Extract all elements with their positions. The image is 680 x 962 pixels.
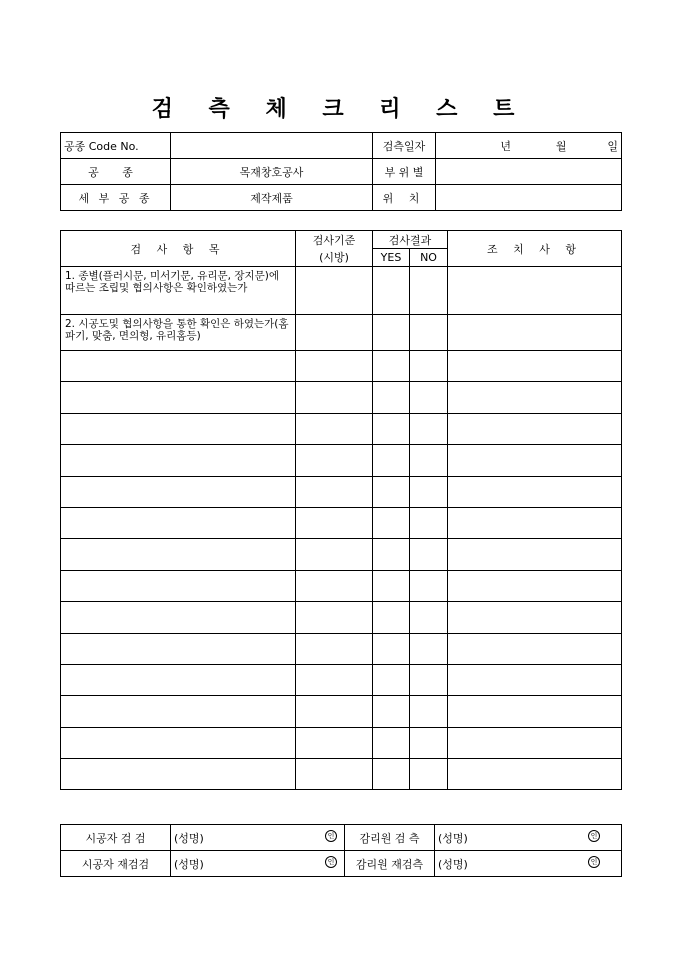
table-row bbox=[61, 696, 622, 727]
yes-cell[interactable] bbox=[373, 267, 410, 315]
table-row bbox=[61, 267, 622, 315]
yes-cell[interactable] bbox=[373, 507, 410, 538]
yes-cell[interactable] bbox=[373, 602, 410, 633]
standard-cell[interactable] bbox=[296, 507, 373, 538]
standard-cell[interactable] bbox=[296, 570, 373, 601]
action-cell[interactable] bbox=[448, 476, 622, 507]
supervisor-check-signature[interactable] bbox=[435, 825, 622, 851]
item-cell[interactable] bbox=[61, 759, 296, 790]
item-cell[interactable] bbox=[61, 351, 296, 382]
date-field[interactable] bbox=[436, 133, 622, 159]
table-row bbox=[61, 445, 622, 476]
standard-cell[interactable] bbox=[296, 445, 373, 476]
yes-cell[interactable] bbox=[373, 570, 410, 601]
no-cell[interactable] bbox=[410, 445, 448, 476]
yes-cell[interactable] bbox=[373, 633, 410, 664]
year-label: 년 bbox=[500, 139, 511, 153]
standard-cell[interactable] bbox=[296, 382, 373, 413]
contractor-recheck-signature[interactable] bbox=[171, 851, 345, 877]
standard-cell[interactable] bbox=[296, 267, 373, 315]
item-cell[interactable] bbox=[61, 476, 296, 507]
item-cell[interactable] bbox=[61, 507, 296, 538]
no-cell[interactable] bbox=[410, 507, 448, 538]
no-cell[interactable] bbox=[410, 602, 448, 633]
supervisor-check-label: 감리원 검 측 bbox=[345, 825, 435, 851]
table-row bbox=[61, 633, 622, 664]
item-cell[interactable] bbox=[61, 727, 296, 758]
action-cell[interactable] bbox=[448, 570, 622, 601]
yes-cell[interactable] bbox=[373, 759, 410, 790]
action-cell[interactable] bbox=[448, 664, 622, 695]
no-cell[interactable] bbox=[410, 476, 448, 507]
yes-cell[interactable] bbox=[373, 476, 410, 507]
action-header: 조 치 사 항 bbox=[448, 231, 622, 267]
item-cell[interactable] bbox=[61, 382, 296, 413]
page-title: 검 측 체 크 리 스 트 bbox=[151, 96, 529, 122]
no-cell[interactable] bbox=[410, 267, 448, 315]
standard-cell[interactable] bbox=[296, 602, 373, 633]
seal-icon: 인 bbox=[588, 830, 600, 842]
yes-header: YES bbox=[373, 249, 410, 267]
yes-cell[interactable] bbox=[373, 664, 410, 695]
action-cell[interactable] bbox=[448, 445, 622, 476]
no-cell[interactable] bbox=[410, 570, 448, 601]
table-row bbox=[61, 602, 622, 633]
no-cell[interactable] bbox=[410, 633, 448, 664]
no-cell[interactable] bbox=[410, 413, 448, 444]
day-label: 일 bbox=[607, 139, 618, 153]
standard-cell[interactable] bbox=[296, 759, 373, 790]
table-row bbox=[61, 727, 622, 758]
standard-cell[interactable] bbox=[296, 413, 373, 444]
table-row bbox=[61, 476, 622, 507]
action-cell[interactable] bbox=[448, 602, 622, 633]
table-row bbox=[61, 570, 622, 601]
check-item-2: 2. 시공도및 협의사항을 통한 확인은 하였는가(홈파기, 맞춤, 면의형, 유리홈등) bbox=[61, 315, 296, 351]
signature-label: (성명) bbox=[438, 857, 468, 871]
yes-cell[interactable] bbox=[373, 351, 410, 382]
action-cell[interactable] bbox=[448, 507, 622, 538]
standard-cell[interactable] bbox=[296, 664, 373, 695]
table-row bbox=[61, 413, 622, 444]
action-cell[interactable] bbox=[448, 413, 622, 444]
item-cell[interactable] bbox=[61, 633, 296, 664]
table-row bbox=[61, 315, 622, 351]
item-cell[interactable] bbox=[61, 413, 296, 444]
no-cell[interactable] bbox=[410, 664, 448, 695]
work-field[interactable]: 목재창호공사 bbox=[171, 159, 373, 185]
standard-header-line2: (시방) bbox=[319, 250, 349, 264]
action-cell[interactable] bbox=[448, 315, 622, 351]
signature-label: (성명) bbox=[174, 857, 204, 871]
code-field[interactable] bbox=[171, 133, 373, 159]
item-cell[interactable] bbox=[61, 696, 296, 727]
no-header: NO bbox=[410, 249, 448, 267]
action-cell[interactable] bbox=[448, 696, 622, 727]
contractor-check-label: 시공자 검 검 bbox=[61, 825, 171, 851]
item-cell[interactable] bbox=[61, 602, 296, 633]
item-cell[interactable] bbox=[61, 445, 296, 476]
seal-icon: 인 bbox=[325, 856, 337, 868]
part-label: 부 위 별 bbox=[373, 159, 436, 185]
action-cell[interactable] bbox=[448, 382, 622, 413]
detail-label: 세 부 공 종 bbox=[61, 185, 171, 211]
signoff-table bbox=[60, 824, 622, 877]
standard-cell[interactable] bbox=[296, 539, 373, 570]
yes-cell[interactable] bbox=[373, 539, 410, 570]
action-cell[interactable] bbox=[448, 633, 622, 664]
result-header: 검사결과 bbox=[373, 231, 448, 249]
detail-field[interactable]: 제작제품 bbox=[171, 185, 373, 211]
no-cell[interactable] bbox=[410, 382, 448, 413]
work-label: 공 종 bbox=[61, 159, 171, 185]
table-row bbox=[61, 351, 622, 382]
code-label: 공종 Code No. bbox=[61, 133, 171, 159]
action-cell[interactable] bbox=[448, 727, 622, 758]
standard-cell[interactable] bbox=[296, 727, 373, 758]
standard-cell[interactable] bbox=[296, 351, 373, 382]
yes-cell[interactable] bbox=[373, 696, 410, 727]
check-item-1: 1. 종별(플러시문, 미서기문, 유리문, 장지문)에 따르는 조립및 협의사항은 확인하였는가 bbox=[61, 267, 296, 315]
month-label: 월 bbox=[555, 139, 567, 153]
supervisor-recheck-signature[interactable] bbox=[435, 851, 622, 877]
standard-header bbox=[296, 231, 373, 267]
no-cell[interactable] bbox=[410, 759, 448, 790]
supervisor-recheck-label: 감리원 재검측 bbox=[345, 851, 435, 877]
no-cell[interactable] bbox=[410, 727, 448, 758]
checklist-table bbox=[60, 230, 622, 790]
table-row bbox=[61, 759, 622, 790]
yes-cell[interactable] bbox=[373, 382, 410, 413]
seal-icon: 인 bbox=[588, 856, 600, 868]
no-cell[interactable] bbox=[410, 696, 448, 727]
table-row bbox=[61, 539, 622, 570]
no-cell[interactable] bbox=[410, 539, 448, 570]
no-cell[interactable] bbox=[410, 351, 448, 382]
no-cell[interactable] bbox=[410, 315, 448, 351]
part-field[interactable] bbox=[436, 159, 622, 185]
location-label: 위 치 bbox=[373, 185, 436, 211]
yes-cell[interactable] bbox=[373, 445, 410, 476]
yes-cell[interactable] bbox=[373, 413, 410, 444]
item-header: 검 사 항 목 bbox=[61, 231, 296, 267]
table-row bbox=[61, 507, 622, 538]
date-label: 검측일자 bbox=[373, 133, 436, 159]
standard-cell[interactable] bbox=[296, 633, 373, 664]
signature-label: (성명) bbox=[174, 831, 204, 845]
action-cell[interactable] bbox=[448, 267, 622, 315]
header-table bbox=[60, 132, 622, 211]
yes-cell[interactable] bbox=[373, 727, 410, 758]
item-cell[interactable] bbox=[61, 664, 296, 695]
standard-cell[interactable] bbox=[296, 315, 373, 351]
action-cell[interactable] bbox=[448, 759, 622, 790]
action-cell[interactable] bbox=[448, 539, 622, 570]
contractor-check-signature[interactable] bbox=[171, 825, 345, 851]
table-row bbox=[61, 664, 622, 695]
signature-label: (성명) bbox=[438, 831, 468, 845]
standard-cell[interactable] bbox=[296, 696, 373, 727]
standard-cell[interactable] bbox=[296, 476, 373, 507]
action-cell[interactable] bbox=[448, 351, 622, 382]
yes-cell[interactable] bbox=[373, 315, 410, 351]
contractor-recheck-label: 시공자 재검검 bbox=[61, 851, 171, 877]
seal-icon: 인 bbox=[325, 830, 337, 842]
item-cell[interactable] bbox=[61, 539, 296, 570]
table-row bbox=[61, 382, 622, 413]
standard-header-line1: 검사기준 bbox=[312, 233, 356, 247]
item-cell[interactable] bbox=[61, 570, 296, 601]
location-field[interactable] bbox=[436, 185, 622, 211]
